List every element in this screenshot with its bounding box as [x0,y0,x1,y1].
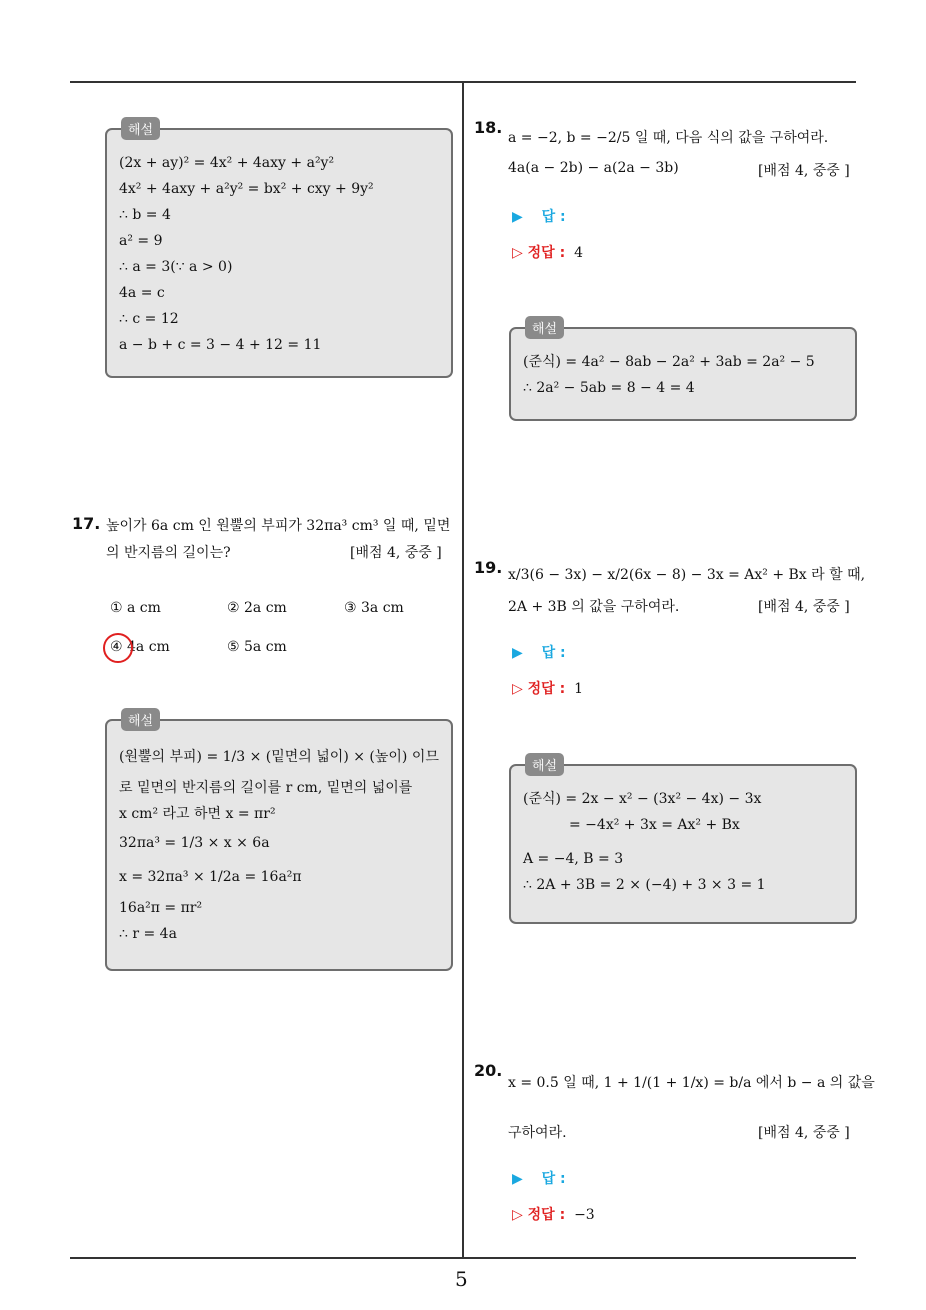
q20-answer-label: 답 : [541,1171,566,1187]
q19-solution-box [509,759,857,924]
q20-score: [배점 4, 중중 ] [758,1125,850,1141]
q19-correct-value: 1 [574,681,583,697]
q20-number: 20. [474,1061,503,1080]
q18-sol-line-2: ∴ 2a² − 5ab = 8 − 4 = 4 [523,380,695,396]
q17-option-1[interactable]: ① a cm [110,600,161,616]
q18-expression: 4a(a − 2b) − a(2a − 3b) [508,160,679,176]
q20-correct-row [512,1204,595,1224]
q18-solution-box [509,322,857,421]
q19-score: [배점 4, 중중 ] [758,599,850,615]
q19-number: 19. [474,558,503,577]
q17-option-4[interactable]: ④ 4a cm [110,639,170,655]
q17-question-line-1: 높이가 6a cm 인 원뿔의 부피가 32πa³ cm³ 일 때, 밑면 [106,518,451,534]
q16-sol-line-1: (2x + ay)² = 4x² + 4axy + a²y² [119,155,335,171]
q16-solution-box [105,123,453,378]
page-number: 5 [455,1267,468,1291]
q19-correct-triangle-icon: ▷ [512,681,523,697]
q20-answer-triangle-icon: ▶ [512,1171,523,1187]
q18-sol-line-1: (준식) = 4a² − 8ab − 2a² + 3ab = 2a² − 5 [523,354,815,370]
q17-sol-line-4: 32πa³ = 1/3 × x × 6a [119,835,270,851]
q18-correct-triangle-icon: ▷ [512,245,523,261]
q16-sol-line-4: a² = 9 [119,233,163,249]
q20-question-line-2: 구하여라. [508,1125,567,1141]
q16-sol-line-5: ∴ a = 3(∵ a > 0) [119,259,233,275]
q18-correct-value: 4 [574,245,583,261]
q17-solution-box [105,714,453,971]
q19-answer-triangle-icon: ▶ [512,645,523,661]
q18-answer-label: 답 : [541,209,566,225]
q17-sol-line-5: x = 32πa³ × 1/2a = 16a²π [119,869,302,885]
q19-answer-label: 답 : [541,645,566,661]
q17-sol-line-2: 로 밑면의 반지름의 길이를 r cm, 밑면의 넓이를 [119,780,413,796]
q17-option-5[interactable]: ⑤ 5a cm [227,639,287,655]
q20-question-line-1: x = 0.5̇ 일 때, 1 + 1/(1 + 1/x) = b/a 에서 b − a 의 값을 [508,1075,875,1091]
q16-solution-tag: 해설 [121,117,160,140]
q17-sol-line-1: (원뿔의 부피) = 1/3 × (밑면의 넓이) × (높이) 이므 [119,749,439,765]
q16-sol-line-8: a − b + c = 3 − 4 + 12 = 11 [119,337,322,353]
q18-solution-tag: 해설 [525,316,564,339]
q17-question-line-2: 의 반지름의 길이는? [106,545,231,561]
q19-correct-label: 정답 : [527,681,566,697]
q16-sol-line-6: 4a = c [119,285,165,301]
q17-sol-line-6: 16a²π = πr² [119,900,203,916]
q16-sol-line-2: 4x² + 4axy + a²y² = bx² + cxy + 9y² [119,181,374,197]
q17-option-2[interactable]: ② 2a cm [227,600,287,616]
q17-score: [배점 4, 중중 ] [350,545,442,561]
q18-correct-row [512,242,583,262]
q18-number: 18. [474,118,503,137]
q20-correct-label: 정답 : [527,1207,566,1223]
bottom-rule [70,1257,856,1259]
q19-question-line-1: x/3(6 − 3x) − x/2(6x − 8) − 3x = Ax² + Bx 라 할 때, [508,567,866,583]
q19-sol-line-2: = −4x² + 3x = Ax² + Bx [569,817,740,833]
q17-selected-mark-icon [103,633,133,663]
q17-sol-line-7: ∴ r = 4a [119,926,177,942]
q17-number: 17. [72,514,101,533]
q16-sol-line-3: ∴ b = 4 [119,207,171,223]
q18-answer-triangle-icon: ▶ [512,209,523,225]
q17-sol-line-3: x cm² 라고 하면 x = πr² [119,806,276,822]
q20-answer-row[interactable] [512,1168,566,1188]
q19-correct-row [512,678,583,698]
q19-answer-row[interactable] [512,642,566,662]
q19-solution-tag: 해설 [525,753,564,776]
q20-correct-triangle-icon: ▷ [512,1207,523,1223]
q16-sol-line-7: ∴ c = 12 [119,311,179,327]
q19-sol-line-4: ∴ 2A + 3B = 2 × (−4) + 3 × 3 = 1 [523,877,766,893]
q20-correct-value: −3 [574,1207,595,1223]
q19-sol-line-3: A = −4, B = 3 [523,851,624,867]
q18-question-line-1: a = −2, b = −2/5 일 때, 다음 식의 값을 구하여라. [508,130,829,146]
q19-sol-line-1: (준식) = 2x − x² − (3x² − 4x) − 3x [523,791,762,807]
q18-answer-row[interactable] [512,206,566,226]
q17-solution-tag: 해설 [121,708,160,731]
q18-score: [배점 4, 중중 ] [758,163,850,179]
q19-question-line-2: 2A + 3B 의 값을 구하여라. [508,599,680,615]
q18-correct-label: 정답 : [527,245,566,261]
q17-option-3[interactable]: ③ 3a cm [344,600,404,616]
column-divider [462,83,464,1257]
